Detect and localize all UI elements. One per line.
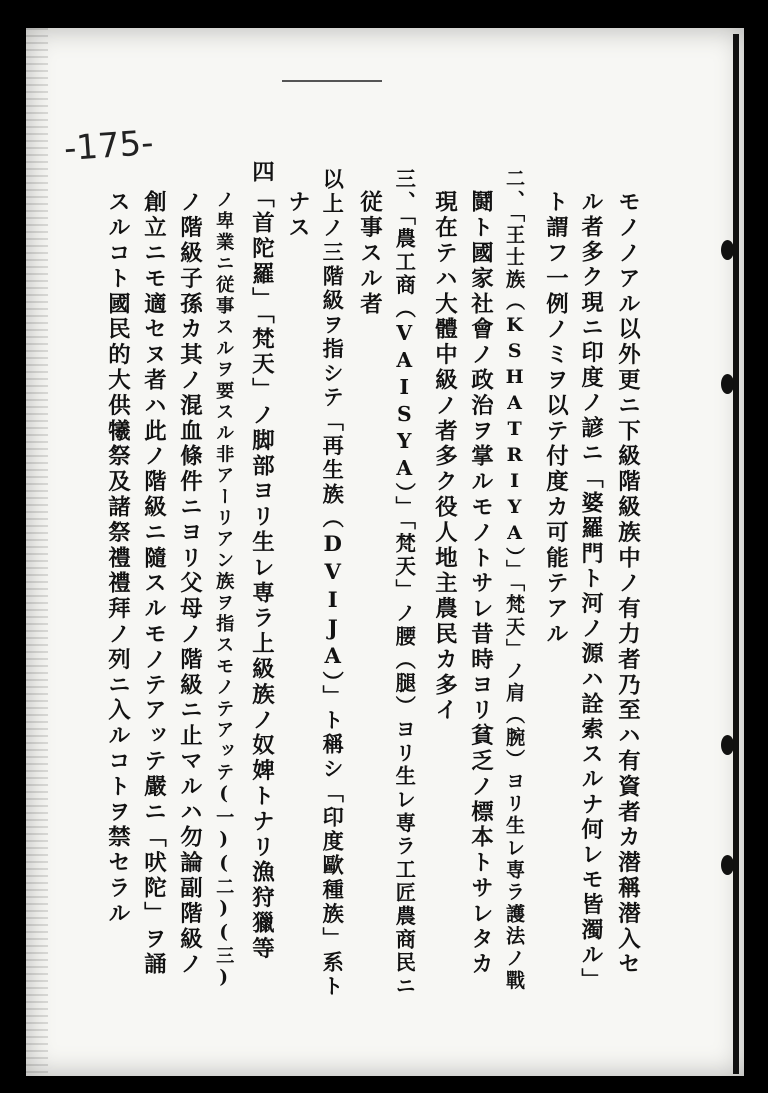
- text-column-3: ト謂フ一例ノミヲ以テ付度カ可能テアル: [542, 190, 569, 648]
- binding-hole: [721, 240, 734, 260]
- text-column-9: 以上ノ三階級ヲ指シテ「再生族（DVIJA）」ト稱シ「印度歐種族」系ト: [320, 168, 346, 1000]
- binding-hole: [721, 855, 734, 875]
- binding-hole: [721, 735, 734, 755]
- text-column-1: モノノアル以外更ニ下級階級族中ノ有力者乃至ハ有資者カ潜稱潜入セ: [614, 190, 641, 978]
- text-column-11: 四「首陀羅」「梵天」ノ脚部ヨリ生レ専ラ上級族ノ奴婢トナリ漁狩獵等: [248, 160, 275, 962]
- text-column-6: 現在テハ大體中級ノ者多ク役人地主農民カ多イ: [431, 190, 458, 724]
- text-column-2: ル者多ク現ニ印度ノ諺ニ「婆羅門ト河ノ源ハ詮索スルナ何レモ皆濁ル」: [578, 190, 605, 994]
- page-right-edge: [733, 34, 739, 1074]
- text-column-8: 従事スル者: [356, 190, 383, 317]
- page-number: -175-: [62, 122, 155, 170]
- scan-edge-speckle: [26, 28, 48, 1076]
- text-column-13: ノ階級子孫カ其ノ混血條件ニヨリ父母ノ階級ニ止マルハ勿論副階級ノ: [176, 190, 203, 978]
- text-column-12: ノ卑業ニ従事スルヲ要スル非アーリアン族ヲ指スモノテアッテ(一)(二)(三): [213, 190, 235, 992]
- binding-hole: [721, 374, 734, 394]
- text-column-5: 鬪ト國家社會ノ政治ヲ掌ルモノトサレ昔時ヨリ貧乏ノ標本トサレタカ: [467, 190, 494, 978]
- text-column-14: 創立ニモ適セヌ者ハ此ノ階級ニ隨スルモノテアッテ嚴ニ「吠陀」ヲ誦: [140, 190, 167, 978]
- text-column-7: 三、「農工商（VAISYA）」「梵天」ノ腰（腿）ヨリ生レ専ラ工匠農商民ニ: [392, 168, 417, 999]
- text-column-4: 二、「王士族（KSHATRIYA）」「梵天」ノ肩（腕）ヨリ生レ専ラ護法ノ戰: [503, 168, 527, 993]
- text-column-15: スルコト國民的大供犧祭及諸祭禮禮拜ノ列ニ入ルコトヲ禁セラル: [104, 190, 131, 927]
- text-column-10: ナス: [284, 190, 311, 241]
- top-rule: [282, 80, 382, 82]
